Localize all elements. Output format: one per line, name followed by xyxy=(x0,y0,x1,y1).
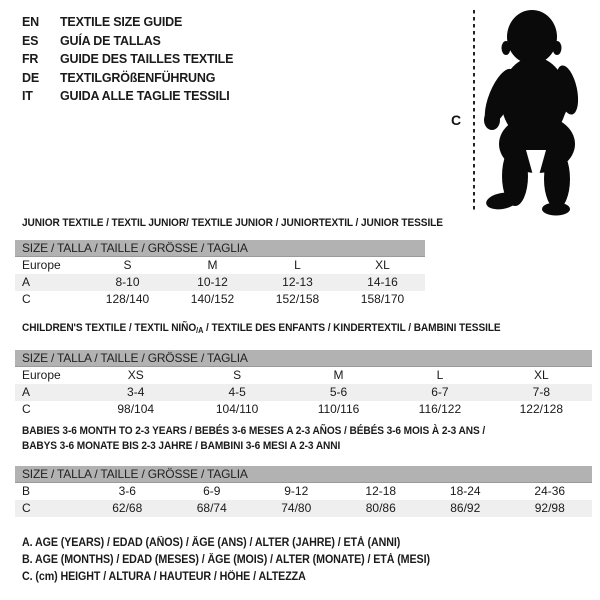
age-cell: 10-12 xyxy=(197,275,228,289)
height-figure xyxy=(445,4,595,216)
size-cell: XL xyxy=(533,368,549,382)
language-line-en xyxy=(22,13,233,32)
size-cell: S xyxy=(233,368,242,382)
table-row xyxy=(15,257,425,274)
language-code: DE xyxy=(22,70,39,85)
table-row xyxy=(15,384,592,401)
size-cell: XS xyxy=(127,368,144,382)
height-cell: 152/158 xyxy=(275,292,320,306)
size-cell: L xyxy=(436,368,444,382)
height-dimension-label: C xyxy=(451,112,462,128)
row-label: A xyxy=(22,275,31,289)
row-label: C xyxy=(22,292,31,306)
table-row xyxy=(15,483,592,500)
age-cell: 4-5 xyxy=(228,385,246,399)
size-cell: XL xyxy=(375,258,390,272)
baby-silhouette-shape xyxy=(479,10,582,216)
language-code: EN xyxy=(22,15,39,29)
children-table-title xyxy=(22,321,501,338)
title-subscript: /A xyxy=(196,326,204,335)
title-line: BABIES 3-6 MONTH TO 2-3 YEARS / BEBÉS 3-6 MESES A 2-3 AÑOS / BÉBÉS 3-6 MOIS À 2-3 ANS / xyxy=(22,425,486,437)
age-cell: 12-13 xyxy=(282,275,313,289)
footnote-age-months: B. AGE (MONTHS) / EDAD (MESES) / ÂGE (MOIS) / ALTER (MONATE) / ETÀ (MESI) xyxy=(22,554,430,566)
age-cell: 7-8 xyxy=(532,385,550,399)
legend-footnotes xyxy=(22,535,461,586)
row-label: B xyxy=(22,484,31,498)
language-title: GUIDE DES TAILLES TEXTILE xyxy=(60,52,234,66)
language-line-it xyxy=(22,87,233,106)
size-cell: L xyxy=(294,258,301,272)
table-row xyxy=(15,291,425,308)
row-label: Europe xyxy=(22,258,61,272)
row-label: Europe xyxy=(22,368,61,382)
age-cell: 14-16 xyxy=(367,275,398,289)
footnote-height: C. (cm) HEIGHT / ALTURA / HAUTEUR / HÖHE / ALTEZZA xyxy=(22,571,306,583)
height-cell: 140/152 xyxy=(190,292,235,306)
height-cell: 110/116 xyxy=(317,402,360,416)
junior-table-title: JUNIOR TEXTILE / TEXTIL JUNIOR/ TEXTILE JUNIOR / JUNIORTEXTIL / JUNIOR TESSILE xyxy=(22,217,443,229)
height-cell: 98/104 xyxy=(117,402,155,416)
table-row xyxy=(15,500,592,517)
age-cell: 3-4 xyxy=(127,385,145,399)
junior-size-table xyxy=(15,240,425,308)
row-label: C xyxy=(22,402,31,416)
age-cell: 24-36 xyxy=(534,484,566,498)
age-cell: 12-18 xyxy=(365,484,397,498)
height-cell: 122/128 xyxy=(519,402,564,416)
age-cell: 5-6 xyxy=(329,385,348,399)
size-header-bar: SIZE / TALLA / TAILLE / GRÖSSE / TAGLIA xyxy=(15,240,425,257)
height-cell: 104/110 xyxy=(215,402,259,416)
size-header-bar: SIZE / TALLA / TAILLE / GRÖSSE / TAGLIA xyxy=(15,466,592,483)
language-title: GUIDA ALLE TAGLIE TESSILI xyxy=(60,89,230,103)
baby-silhouette-icon xyxy=(445,4,595,216)
language-title-list xyxy=(22,13,233,106)
row-label: A xyxy=(22,385,31,399)
title-line: BABYS 3-6 MONATE BIS 2-3 JAHRE / BAMBINI 3-6 MESI A 2-3 ANNI xyxy=(22,440,341,452)
row-label: C xyxy=(22,501,31,515)
size-header-bar: SIZE / TALLA / TAILLE / GRÖSSE / TAGLIA xyxy=(15,350,592,367)
age-cell: 18-24 xyxy=(449,484,481,498)
height-cell: 74/80 xyxy=(281,501,312,515)
table-row xyxy=(15,367,592,384)
babies-table-title xyxy=(22,424,485,454)
height-cell: 68/74 xyxy=(196,501,227,515)
language-title: GUÍA DE TALLAS xyxy=(60,33,161,48)
title-part: / TEXTILE DES ENFANTS / KINDERTEXTIL / BAMBINI TESSILE xyxy=(203,322,501,334)
language-line-fr xyxy=(22,50,233,69)
height-cell: 92/98 xyxy=(534,501,565,515)
age-cell: 8-10 xyxy=(115,275,140,289)
language-code: ES xyxy=(22,33,39,48)
language-title: TEXTILGRÖßENFÜHRUNG xyxy=(60,70,216,85)
language-line-es xyxy=(22,32,233,51)
age-cell: 6-9 xyxy=(203,484,221,498)
children-size-table xyxy=(15,350,592,418)
age-cell: 6-7 xyxy=(431,385,449,399)
size-cell: M xyxy=(333,368,344,382)
footnote-age-years: A. AGE (YEARS) / EDAD (AÑOS) / ÂGE (ANS) / ALTER (JAHRE) / ETÀ (ANNI) xyxy=(22,537,401,549)
age-cell: 3-6 xyxy=(118,484,136,498)
height-cell: 80/86 xyxy=(365,501,396,515)
height-cell: 62/68 xyxy=(112,501,143,515)
height-cell: 158/170 xyxy=(360,292,405,306)
title-part: CHILDREN'S TEXTILE / TEXTIL NIÑO xyxy=(22,322,197,334)
table-row xyxy=(15,274,425,291)
height-cell: 86/92 xyxy=(450,501,481,515)
babies-size-table xyxy=(15,466,592,517)
height-cell: 116/122 xyxy=(418,402,462,416)
age-cell: 9-12 xyxy=(284,484,309,498)
size-cell: S xyxy=(123,258,132,272)
language-code: IT xyxy=(22,89,33,103)
language-code: FR xyxy=(22,52,39,66)
size-cell: M xyxy=(207,258,218,272)
height-cell: 128/140 xyxy=(105,292,150,306)
language-title: TEXTILE SIZE GUIDE xyxy=(60,15,183,29)
language-line-de xyxy=(22,69,233,88)
table-row xyxy=(15,401,592,418)
